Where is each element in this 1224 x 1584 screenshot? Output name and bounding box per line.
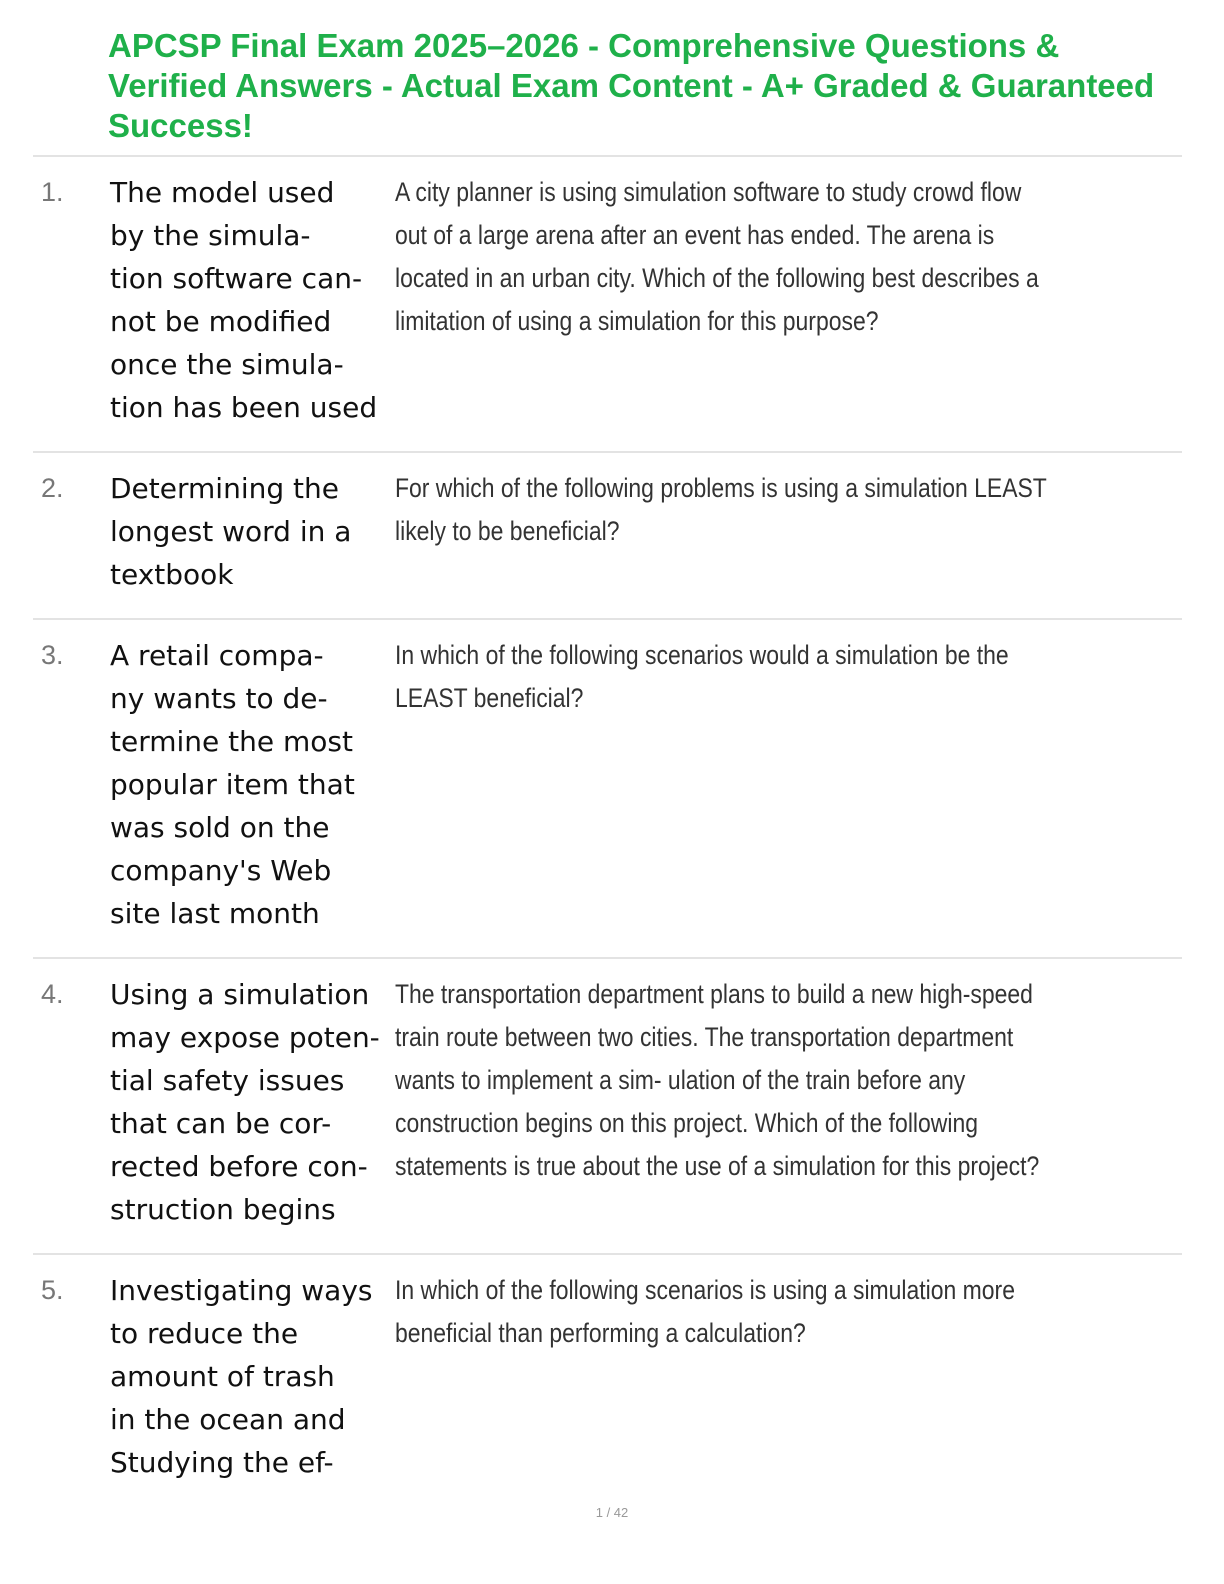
item-number: 5. — [41, 1275, 64, 1305]
answer-text: Determining the longest word in a textbook — [110, 472, 352, 591]
answer-text: The model used by the simula- tion software can- not be modified once the simula- tion has been used — [110, 176, 378, 424]
item-number: 3. — [41, 640, 64, 670]
answer-text: Using a simulation may expose poten- tial safety issues that can be cor- rected before con- struction begins — [110, 978, 380, 1226]
item-number: 2. — [41, 473, 64, 503]
question-text: In which of the following scenarios would a simulation be the LEAST beneficial? — [395, 640, 1009, 713]
question-row-1 — [33, 157, 1182, 453]
question-row-3 — [33, 620, 1182, 959]
question-list — [33, 155, 1182, 1506]
question-text: A city planner is using simulation software to study crowd flow out of a large arena after an event has ended. The arena is located in an urban city. Which of the following best describes a limitation of using a simulation for this purpose? — [395, 177, 1039, 336]
question-row-4 — [33, 959, 1182, 1255]
question-row-5 — [33, 1255, 1182, 1506]
item-number: 4. — [41, 979, 64, 1009]
question-text: In which of the following scenarios is using a simulation more beneficial than performing a calculation? — [395, 1275, 1015, 1348]
item-number: 1. — [41, 177, 64, 207]
question-text: For which of the following problems is using a simulation LEAST likely to be beneficial? — [395, 473, 1047, 546]
answer-text: Investigating ways to reduce the amount of trash in the ocean and Studying the ef- — [110, 1274, 373, 1479]
question-text: The transportation department plans to build a new high-speed train route between two cities. The transportation department wants to implement a sim- ulation of the train before any construction begins on this project. Which of the following statements is true about the use of a simulation for this project? — [395, 979, 1040, 1181]
answer-text: A retail compa- ny wants to de- termine the most popular item that was sold on the company's Web site last month — [110, 639, 355, 930]
question-row-2 — [33, 453, 1182, 620]
document-title: APCSP Final Exam 2025–2026 - Comprehensive Questions & Verified Answers - Actual Exam Content - A+ Graded & Guaranteed Success! — [108, 27, 1155, 144]
page-indicator: 1 / 42 — [595, 1505, 629, 1520]
